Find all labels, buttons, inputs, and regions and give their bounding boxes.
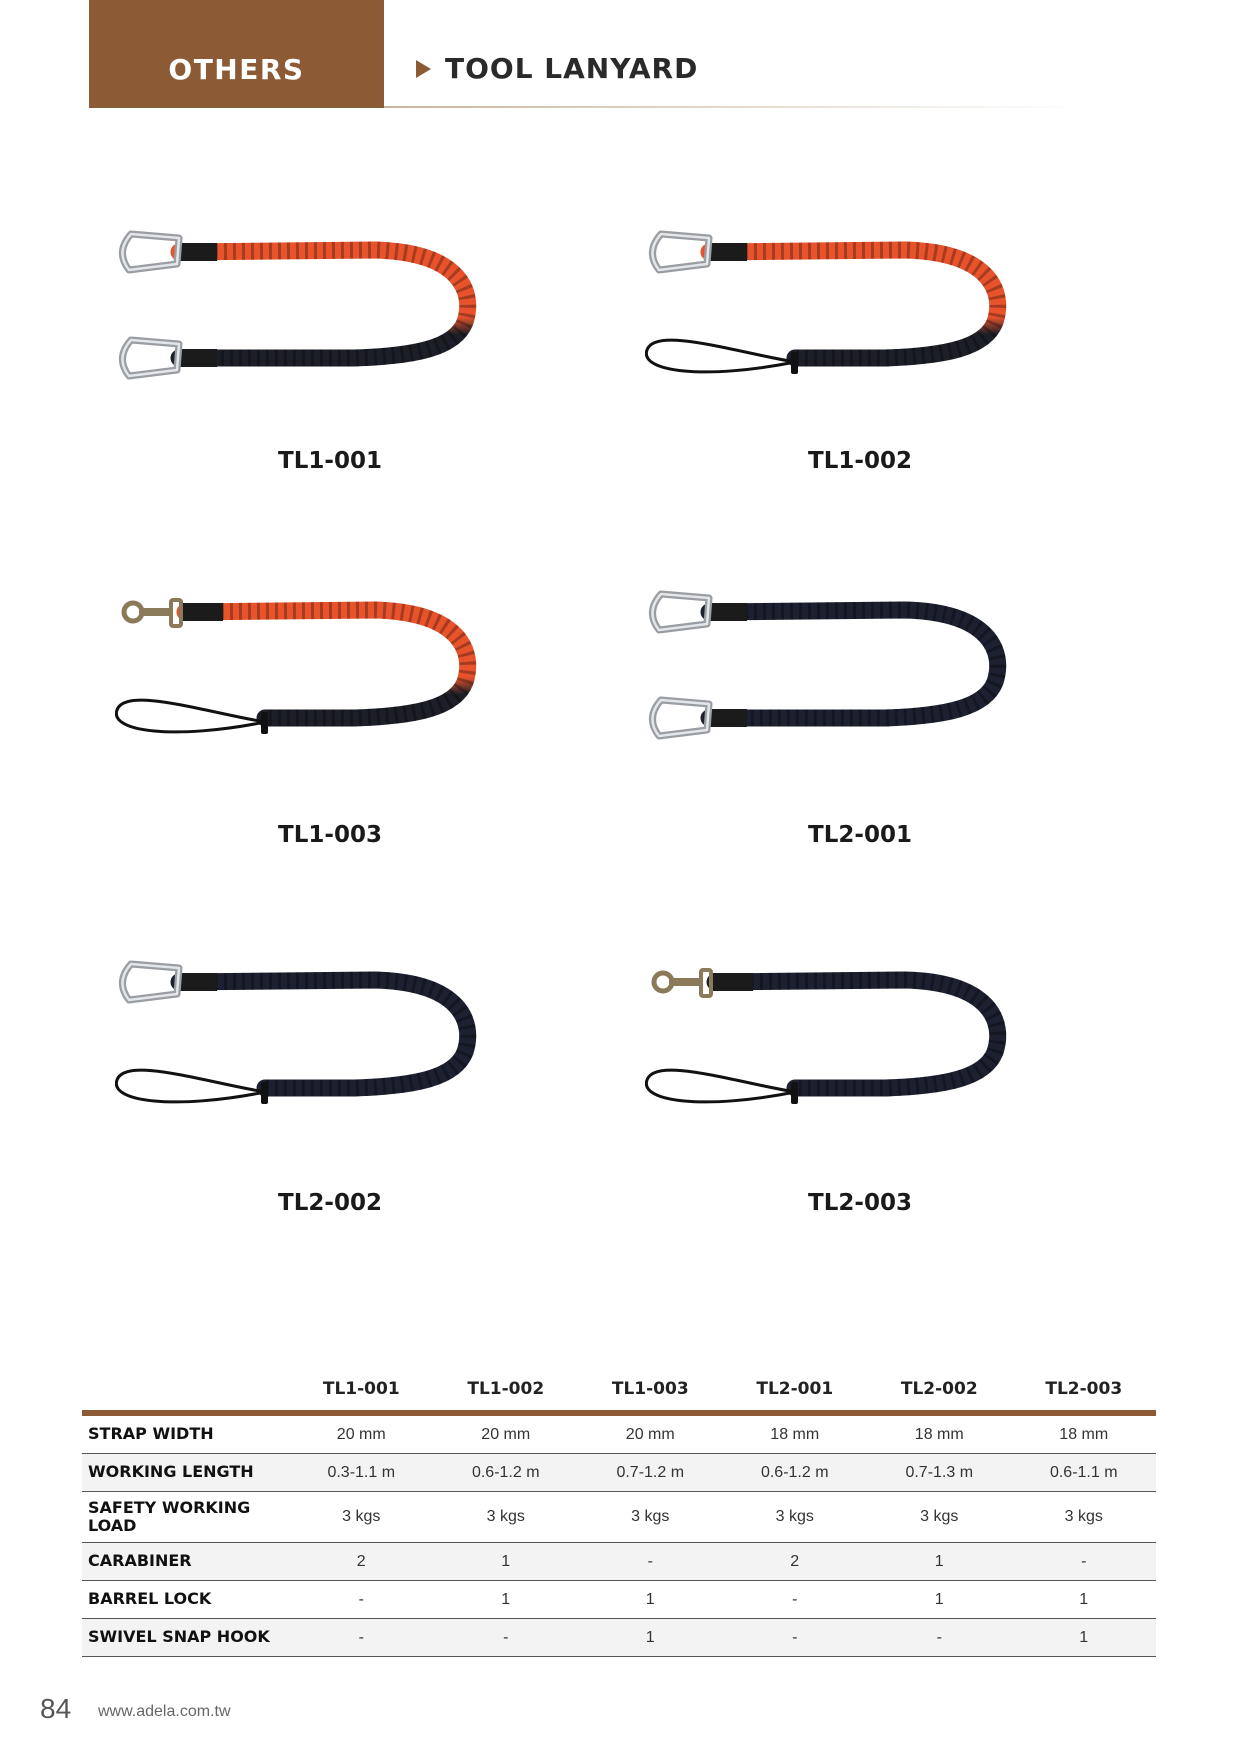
table-cell: 0.6-1.2 m [434, 1454, 579, 1492]
row-label: SAFETY WORKING LOAD [82, 1492, 289, 1543]
row-label: SWIVEL SNAP HOOK [82, 1619, 289, 1657]
lanyard-image [115, 230, 545, 450]
webbing-end [181, 603, 223, 621]
table-cell: - [723, 1581, 868, 1619]
lanyard-image [645, 590, 1075, 810]
table-cell: - [434, 1619, 579, 1657]
webbing-end [711, 973, 753, 991]
table-cell: 1 [578, 1619, 723, 1657]
table-cell: 3 kgs [578, 1492, 723, 1543]
product-card [115, 960, 545, 1220]
lanyard-image [645, 960, 1075, 1180]
spec-column-header: TL2-003 [1012, 1368, 1157, 1413]
table-cell: 20 mm [289, 1413, 434, 1454]
table-row [82, 1619, 1156, 1657]
spec-column-header: TL1-003 [578, 1368, 723, 1413]
barrel-lock-icon [261, 1082, 268, 1104]
row-label: BARREL LOCK [82, 1581, 289, 1619]
table-cell: 2 [289, 1543, 434, 1581]
bungee-cord [709, 250, 998, 358]
row-label: WORKING LENGTH [82, 1454, 289, 1492]
spec-table-header [82, 1368, 1156, 1413]
table-cell: 18 mm [867, 1413, 1012, 1454]
table-cell: - [1012, 1543, 1157, 1581]
barrel-lock-icon [791, 1082, 798, 1104]
product-card [115, 230, 545, 490]
table-row [82, 1581, 1156, 1619]
table-cell: 3 kgs [1012, 1492, 1157, 1543]
product-code: TL2-002 [278, 1190, 382, 1216]
snap-hook-icon [654, 970, 711, 996]
table-cell: 20 mm [434, 1413, 579, 1454]
table-cell: - [867, 1619, 1012, 1657]
table-cell: 1 [578, 1581, 723, 1619]
table-row [82, 1543, 1156, 1581]
table-cell: 3 kgs [289, 1492, 434, 1543]
table-cell: 0.7-1.2 m [578, 1454, 723, 1492]
triangle-bullet-icon [416, 60, 431, 78]
table-cell: 1 [434, 1543, 579, 1581]
cord-loop-icon [646, 340, 798, 374]
lanyard-image [115, 590, 545, 810]
table-cell: 2 [723, 1543, 868, 1581]
website-url: www.adela.com.tw [98, 1703, 231, 1720]
product-code: TL2-003 [808, 1190, 912, 1216]
section-heading [416, 52, 698, 85]
product-card [645, 960, 1075, 1220]
row-label: CARABINER [82, 1543, 289, 1581]
table-cell: 1 [867, 1543, 1012, 1581]
table-cell: 1 [867, 1581, 1012, 1619]
table-cell: - [289, 1619, 434, 1657]
spec-column-header: TL1-001 [289, 1368, 434, 1413]
table-cell: 1 [1012, 1581, 1157, 1619]
snap-hook-icon [124, 600, 181, 626]
table-cell: 1 [1012, 1619, 1157, 1657]
table-cell: 18 mm [1012, 1413, 1157, 1454]
product-code: TL1-003 [278, 822, 382, 848]
cord-loop-icon [116, 1070, 268, 1104]
product-card [645, 590, 1075, 850]
table-cell: 18 mm [723, 1413, 868, 1454]
lanyard-image [115, 960, 545, 1180]
cord-loop-icon [646, 1070, 798, 1104]
table-cell: 0.3-1.1 m [289, 1454, 434, 1492]
row-label: STRAP WIDTH [82, 1413, 289, 1454]
table-cell: 1 [434, 1581, 579, 1619]
product-code: TL2-001 [808, 822, 912, 848]
table-cell: - [289, 1581, 434, 1619]
cord-loop-icon [116, 700, 268, 734]
spec-column-header: TL2-002 [867, 1368, 1012, 1413]
lanyard-image [645, 230, 1075, 450]
barrel-lock-icon [791, 352, 798, 374]
product-code: TL1-002 [808, 448, 912, 474]
table-cell: 0.7-1.3 m [867, 1454, 1012, 1492]
table-cell: 3 kgs [723, 1492, 868, 1543]
table-cell: - [723, 1619, 868, 1657]
header-divider [384, 106, 1084, 108]
product-card [115, 590, 545, 850]
table-cell: 20 mm [578, 1413, 723, 1454]
table-cell: - [578, 1543, 723, 1581]
spec-column-header: TL1-002 [434, 1368, 579, 1413]
table-cell: 3 kgs [867, 1492, 1012, 1543]
table-row [82, 1454, 1156, 1492]
spec-column-header: TL2-001 [723, 1368, 868, 1413]
table-cell: 0.6-1.1 m [1012, 1454, 1157, 1492]
spec-table [82, 1368, 1156, 1657]
category-tab [89, 0, 384, 108]
barrel-lock-icon [261, 712, 268, 734]
table-cell: 0.6-1.2 m [723, 1454, 868, 1492]
table-row [82, 1413, 1156, 1454]
page-number: 84 [40, 1693, 72, 1724]
product-code: TL1-001 [278, 448, 382, 474]
table-cell: 3 kgs [434, 1492, 579, 1543]
category-label: OTHERS [168, 52, 305, 86]
bungee-cord [709, 610, 998, 718]
table-row [82, 1492, 1156, 1543]
section-title: TOOL LANYARD [445, 52, 699, 85]
spec-header-empty [82, 1368, 289, 1413]
bungee-cord [179, 980, 468, 1088]
bungee-cord [179, 250, 468, 358]
product-card [645, 230, 1075, 490]
